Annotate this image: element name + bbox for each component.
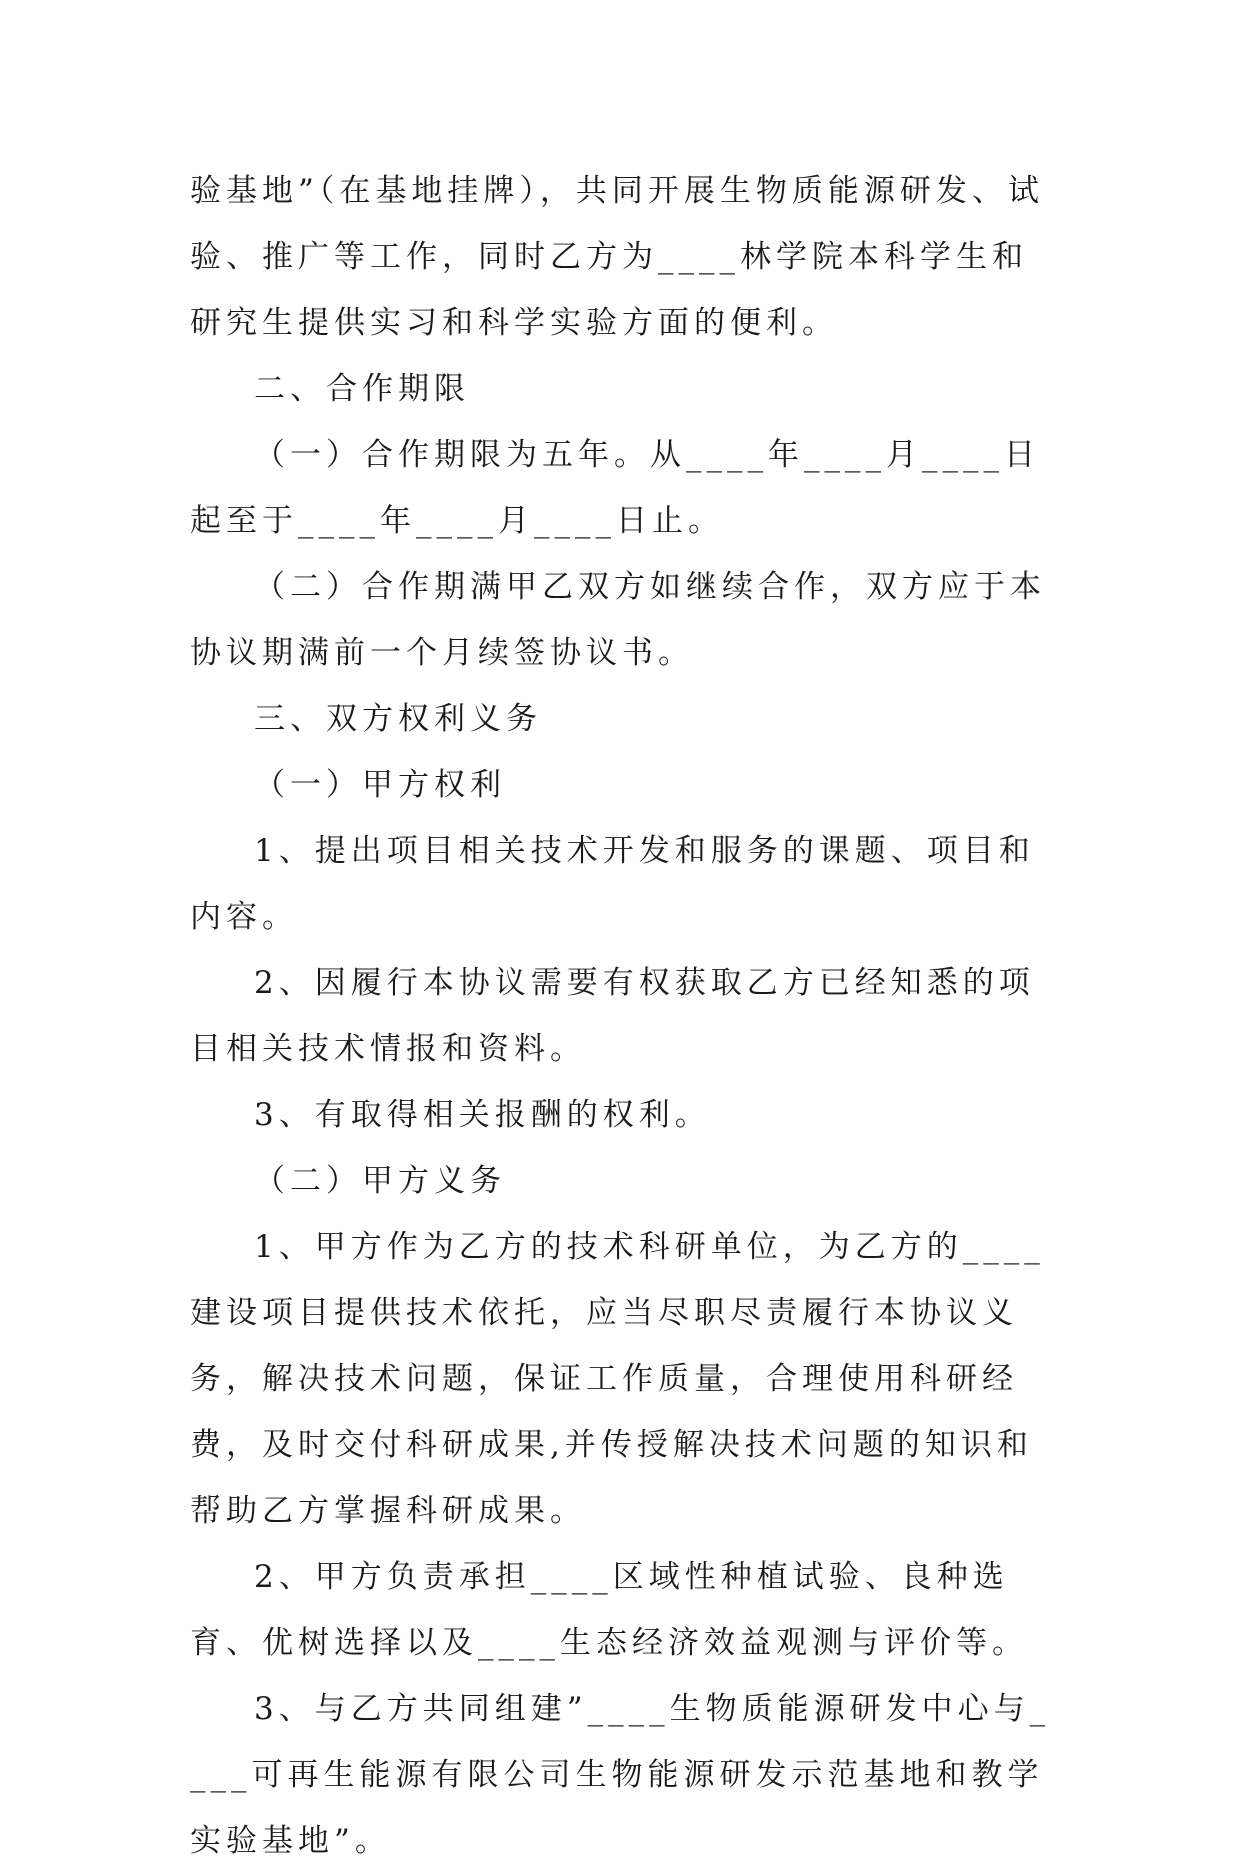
list-item-right-3: 3、有取得相关报酬的权利。 xyxy=(254,1097,711,1133)
paragraph-continuation: 验基地”（在基地挂牌），共同开展生物质能源研发、试验、推广等工作，同时乙方为____林学院本科学生和研究生提供实习和科学实验方面的便利。 xyxy=(190,173,1044,341)
list-item-obligation-2: 2、甲方负责承担____区域性种植试验、良种选育、优树选择以及____生态经济效益观测与评价等。 xyxy=(190,1559,1028,1661)
list-item-right-2: 2、因履行本协议需要有权获取乙方已经知悉的项目相关技术情报和资料。 xyxy=(190,965,1035,1067)
clause-term-renewal: （二）合作期满甲乙双方如继续合作，双方应于本协议期满前一个月续签协议书。 xyxy=(190,569,1046,671)
list-item-right-1: 1、提出项目相关技术开发和服务的课题、项目和内容。 xyxy=(190,833,1035,935)
subheading-party-a-obligations: （二）甲方义务 xyxy=(254,1163,506,1199)
clause-term-duration: （一）合作期限为五年。从____年____月____日起至于____年____月____日止。 xyxy=(190,437,1040,539)
list-item-obligation-3: 3、与乙方共同组建”____生物质能源研发中心与____可再生能源有限公司生物能源研发示范基地和教学实验基地”。 xyxy=(190,1691,1051,1859)
section-heading-cooperation-term: 二、合作期限 xyxy=(254,371,470,407)
section-heading-rights-obligations: 三、双方权利义务 xyxy=(254,701,542,737)
subheading-party-a-rights: （一）甲方权利 xyxy=(254,767,506,803)
document-body xyxy=(190,158,1060,1874)
list-item-obligation-1: 1、甲方作为乙方的技术科研单位，为乙方的____建设项目提供技术依托，应当尽职尽责履行本协议义务，解决技术问题，保证工作质量，合理使用科研经费，及时交付科研成果,并传授解决技术问题的知识和帮助乙方掌握科研成果。 xyxy=(190,1229,1045,1529)
